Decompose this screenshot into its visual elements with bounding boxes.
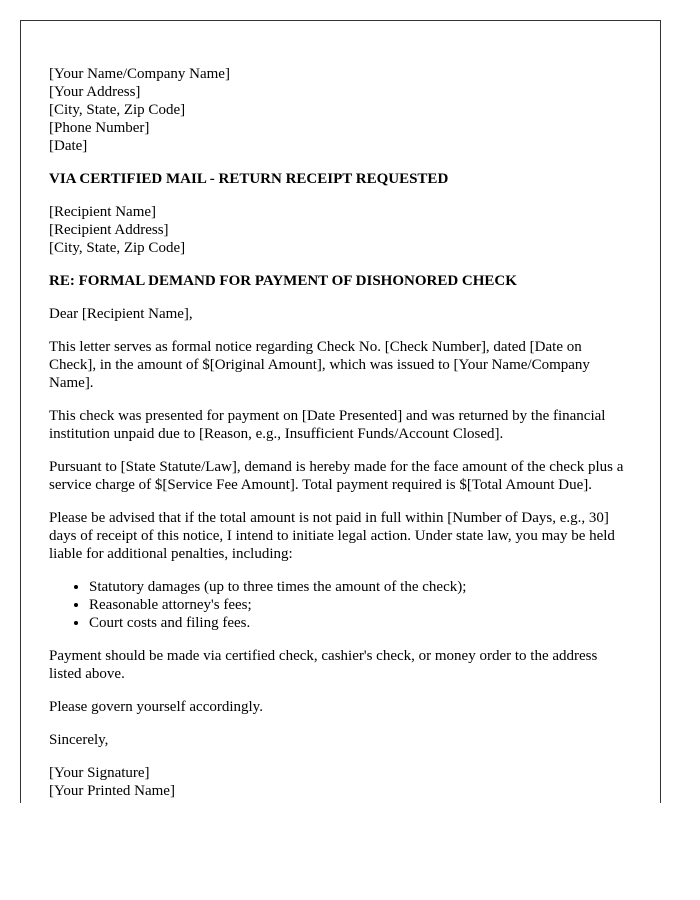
- payment-note: Payment should be made via certified check, cashier's check, or money order to the address listed above.: [49, 648, 598, 682]
- signature: [Your Signature]: [49, 765, 150, 781]
- delivery-method: VIA CERTIFIED MAIL - RETURN RECEIPT REQUESTED: [49, 171, 449, 187]
- letter-date: [Date]: [49, 138, 88, 154]
- recipient-address: [Recipient Address]: [49, 222, 169, 238]
- recipient-city: [City, State, Zip Code]: [49, 240, 186, 256]
- sender-city: [City, State, Zip Code]: [49, 102, 186, 118]
- subject-line: RE: FORMAL DEMAND FOR PAYMENT OF DISHONORED CHECK: [49, 273, 517, 289]
- letter-page: [20, 20, 661, 803]
- paragraph: Pursuant to [State Statute/Law], demand is hereby made for the face amount of the check plus a service charge of $[Service Fee Amount]. Total payment required is $[Total Amount Due].: [49, 459, 624, 493]
- list-item: • Statutory damages (up to three times the amount of the check);: [89, 578, 632, 596]
- recipient-name: [Recipient Name]: [49, 204, 157, 220]
- salutation: Dear [Recipient Name],: [49, 306, 193, 322]
- closing-note: Please govern yourself accordingly.: [49, 699, 263, 715]
- list-item: • Reasonable attorney's fees;: [89, 596, 632, 614]
- sender-phone: [Phone Number]: [49, 120, 150, 136]
- list-item: • Court costs and filing fees.: [89, 614, 632, 632]
- paragraph: This letter serves as formal notice regarding Check No. [Check Number], dated [Date on Check], in the amount of $[Original Amount], which was issued to [Your Name/Company Name].: [49, 339, 590, 391]
- signature-block: [49, 764, 632, 800]
- penalties-list: [49, 578, 632, 632]
- sender-address: [Your Address]: [49, 84, 141, 100]
- printed-name: [Your Printed Name]: [49, 783, 175, 799]
- recipient-block: [49, 203, 632, 257]
- paragraph: This check was presented for payment on [Date Presented] and was returned by the financial institution unpaid due to [Reason, e.g., Insufficient Funds/Account Closed].: [49, 408, 606, 442]
- sender-name: [Your Name/Company Name]: [49, 66, 230, 82]
- paragraph: Please be advised that if the total amount is not paid in full within [Number of Days, e.g., 30] days of receipt of this notice, I intend to initiate legal action. Under state law, you may be held liable for additional penalties, including:: [49, 510, 615, 562]
- closing: Sincerely,: [49, 732, 109, 748]
